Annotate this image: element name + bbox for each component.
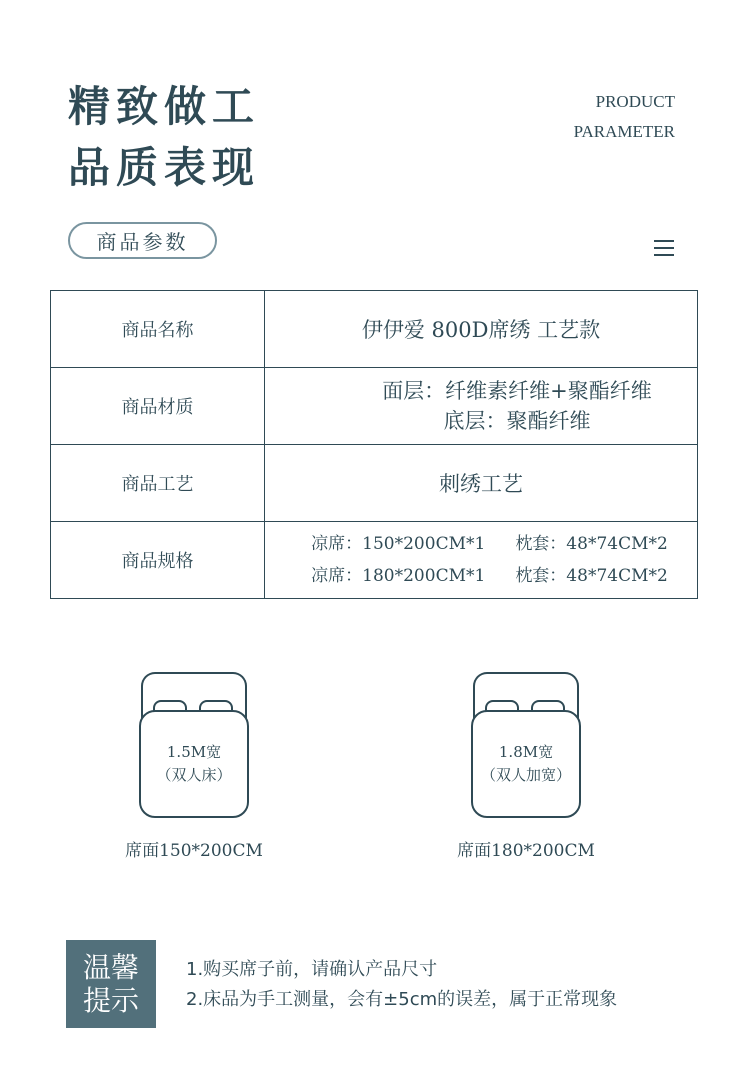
tips-badge-line1: 温馨: [82, 951, 139, 984]
tip-line-2: 2.床品为手工测量，会有±5cm的误差，属于正常现象: [186, 989, 618, 1010]
spec-mat-1: 凉席：150*200CM*1: [311, 534, 486, 554]
param-label-craft: 商品工艺: [51, 445, 265, 522]
spec-mat-2: 凉席：180*200CM*1: [311, 566, 486, 586]
param-value-craft: 刺绣工艺: [265, 445, 698, 522]
bed-type-label: （双人加宽）: [480, 766, 571, 784]
table-row: [51, 445, 698, 522]
param-label-name: 商品名称: [51, 291, 265, 368]
title-line-1: 精致做工: [68, 82, 261, 131]
bed-icon: [139, 672, 249, 818]
title-line-2: 品质表现: [68, 143, 261, 192]
table-row: [51, 522, 698, 599]
bed-type-label: （双人床）: [156, 766, 232, 784]
tip-line-1: 1.购买席子前，请确认产品尺寸: [186, 959, 438, 980]
material-surface: 面层：纤维素纤维+聚酯纤维: [382, 379, 652, 403]
english-subtitle-1: PRODUCT: [595, 92, 675, 111]
param-label-spec: 商品规格: [51, 522, 265, 599]
parameter-table: [50, 290, 698, 599]
bed-caption: 席面180*200CM: [457, 841, 595, 861]
param-value-spec: [265, 522, 698, 599]
english-subtitle-2: PARAMETER: [573, 122, 675, 141]
material-base: 底层：聚酯纤维: [443, 409, 591, 433]
tips-badge-line2: 提示: [82, 984, 139, 1017]
spec-pillow-2: 枕套：48*74CM*2: [515, 566, 668, 586]
section-label-badge: 商品参数: [68, 222, 217, 259]
hamburger-icon[interactable]: [654, 240, 674, 257]
spec-pillow-1: 枕套：48*74CM*2: [515, 534, 668, 554]
tips-badge: [66, 940, 156, 1028]
table-row: [51, 291, 698, 368]
table-row: [51, 368, 698, 445]
bed-width-label: 1.5M宽: [166, 743, 222, 761]
bed-caption: 席面150*200CM: [125, 841, 263, 861]
bed-icon: [471, 672, 581, 818]
param-value-name: 伊伊爱 800D席绣 工艺款: [265, 291, 698, 368]
param-value-material: [265, 368, 698, 445]
param-label-material: 商品材质: [51, 368, 265, 445]
bed-width-label: 1.8M宽: [498, 743, 554, 761]
